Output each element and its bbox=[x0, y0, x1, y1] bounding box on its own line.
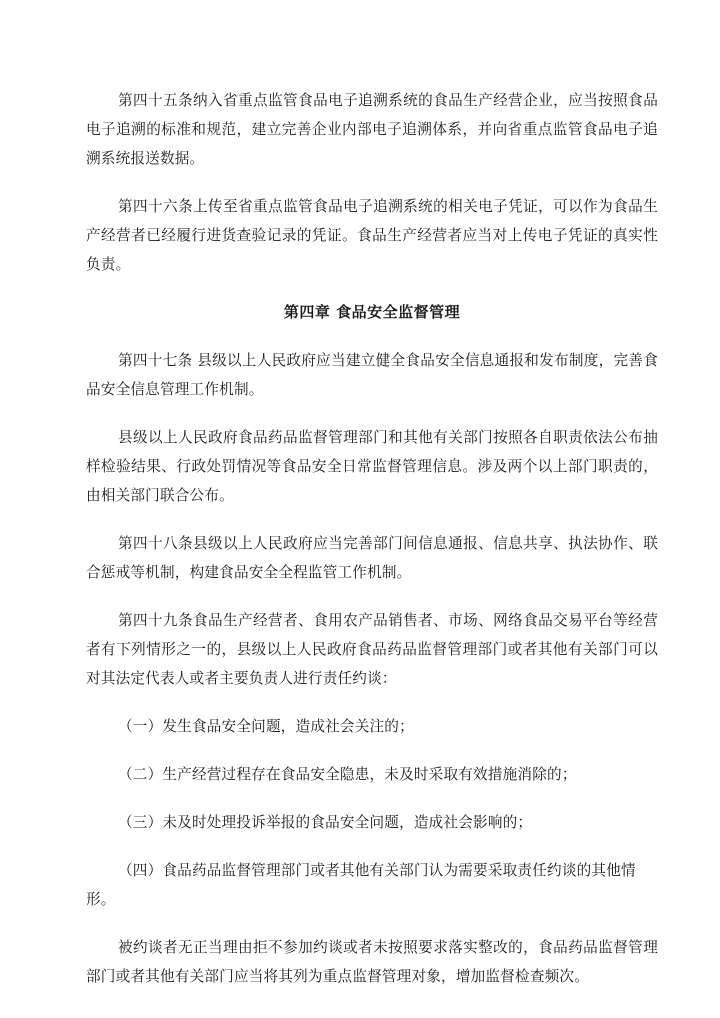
article-49-item-2: （二）生产经营过程存在食品安全隐患，未及时采取有效措施消除的； bbox=[118, 766, 577, 783]
article-49: 第四十九条食品生产经营者、食用农产品销售者、市场、网络食品交易平台等经营者有下列情形之一的，县级以上人民政府食品药品监督管理部门或者其他有关部门可以对其法定代表人或者主要负责人进行责任约谈： bbox=[86, 612, 658, 687]
article-49-item-3: （三）未及时处理投诉举报的食品安全问题，造成社会影响的； bbox=[118, 814, 533, 831]
article-46: 第四十六条上传至省重点监管食品电子追溯系统的相关电子凭证，可以作为食品生产经营者已经履行进货查验记录的凭证。食品生产经营者应当对上传电子凭证的真实性负责。 bbox=[86, 198, 658, 273]
article-47-paragraph-2: 县级以上人民政府食品药品监督管理部门和其他有关部门按照各自职责依法公布抽样检验结果、行政处罚情况等食品安全日常监督管理信息。涉及两个以上部门职责的，由相关部门联合公布。 bbox=[86, 429, 658, 504]
article-49-paragraph-2: 被约谈者无正当理由拒不参加约谈或者未按照要求落实整改的，食品药品监督管理部门或者其他有关部门应当将其列为重点监督管理对象，增加监督检查频次。 bbox=[86, 939, 658, 985]
article-45: 第四十五条纳入省重点监管食品电子追溯系统的食品生产经营企业，应当按照食品电子追溯的标准和规范，建立完善企业内部电子追溯体系，并向省重点监管食品电子追溯系统报送数据。 bbox=[86, 92, 658, 167]
chapter-4-heading: 第四章 食品安全监督管理 bbox=[283, 303, 461, 321]
article-48: 第四十八条县级以上人民政府应当完善部门间信息通报、信息共享、执法协作、联合惩戒等机制，构建食品安全全程监管工作机制。 bbox=[86, 535, 658, 581]
article-49-item-4: （四）食品药品监督管理部门或者其他有关部门认为需要采取责任约谈的其他情形。 bbox=[86, 862, 636, 908]
article-49-item-1: （一）发生食品安全问题，造成社会关注的； bbox=[118, 718, 414, 735]
article-47: 第四十七条 县级以上人民政府应当建立健全食品安全信息通报和发布制度，完善食品安全信息管理工作机制。 bbox=[86, 352, 658, 398]
